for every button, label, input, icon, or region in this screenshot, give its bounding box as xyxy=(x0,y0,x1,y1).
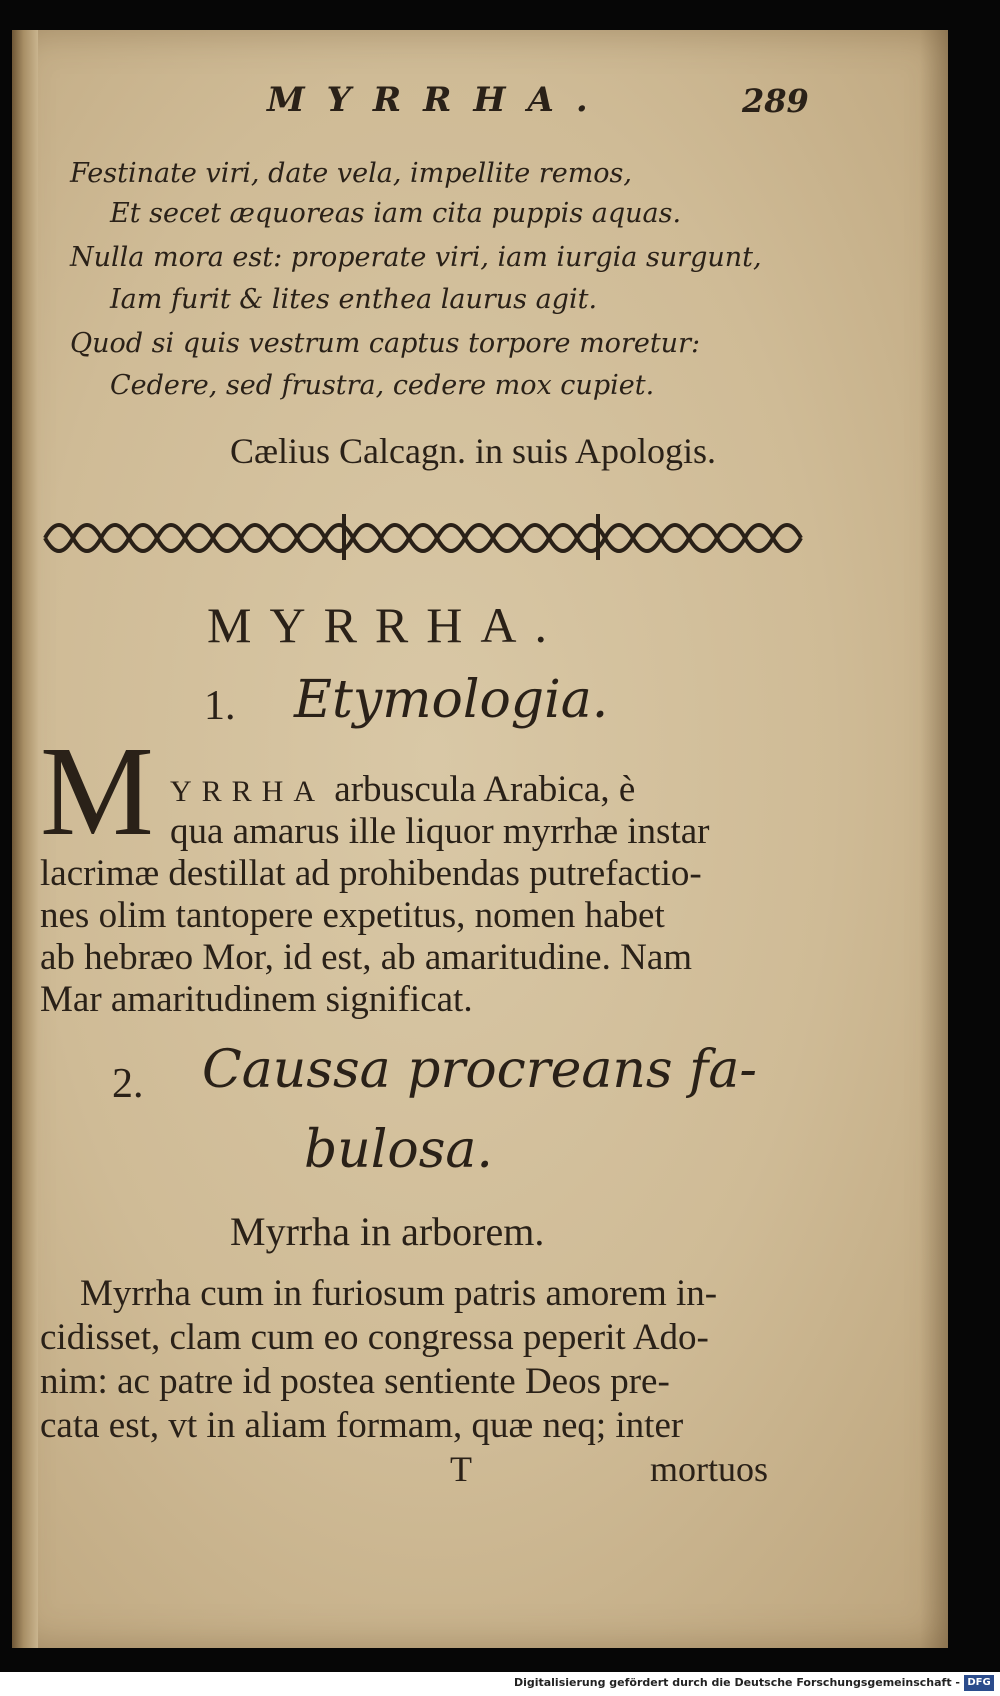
paragraph-line: Myrrha cum in furiosum patris amorem in- xyxy=(80,1273,718,1314)
section-number: 1. xyxy=(204,683,236,729)
catchword: mortuos xyxy=(650,1449,769,1489)
paragraph-line: cata est, vt in aliam formam, quæ neq; inter xyxy=(40,1405,684,1446)
paragraph-line: cidisset, clam cum eo congressa peperit Ado- xyxy=(40,1317,709,1358)
verse-line: Nulla mora est: properate viri, iam iurgia surgunt, xyxy=(70,242,762,273)
verse-line: Cedere, sed frustra, cedere mox cupiet. xyxy=(110,370,655,401)
section-heading: bulosa. xyxy=(304,1120,493,1180)
verse-line: Iam furit & lites enthea laurus agit. xyxy=(110,284,598,315)
verse-line: Et secet æquoreas iam cita puppis aquas. xyxy=(110,198,682,229)
section-number: 2. xyxy=(112,1061,144,1107)
printer-ornament-band xyxy=(40,508,810,566)
paragraph-line xyxy=(170,768,635,811)
section-title: MYRRHA. xyxy=(207,597,565,653)
verse-line: Quod si quis vestrum captus torpore moretur: xyxy=(70,328,701,359)
section-heading: Caussa procreans fa- xyxy=(202,1040,757,1100)
footer-credit: Digitalisierung gefördert durch die Deutsche Forschungsgemeinschaft - xyxy=(513,1676,960,1689)
paragraph-line: qua amarus ille liquor myrrhæ instar xyxy=(170,811,710,852)
first-line-text: arbuscula Arabica, è xyxy=(334,769,636,810)
paragraph-line: nes olim tantopere expetitus, nomen habet xyxy=(40,895,665,936)
verse-line: Festinate viri, date vela, impellite remos, xyxy=(70,158,632,189)
subheading: Myrrha in arborem. xyxy=(230,1209,545,1254)
paragraph-line: nim: ac patre id postea sentiente Deos pre- xyxy=(40,1361,670,1402)
signature-mark: T xyxy=(450,1449,472,1489)
first-word-rest: YRRHA xyxy=(170,775,326,808)
paragraph-line: Mar amaritudinem significat. xyxy=(40,979,473,1020)
running-head: MYRRHA. xyxy=(267,80,610,120)
book-page xyxy=(12,30,948,1648)
paragraph-line: lacrimæ destillat ad prohibendas putrefactio- xyxy=(40,853,702,894)
drop-cap: M xyxy=(40,720,154,862)
digitization-footer xyxy=(0,1672,1000,1696)
page-number: 289 xyxy=(742,82,809,120)
section-heading: Etymologia. xyxy=(294,670,609,730)
attribution: Cælius Calcagn. in suis Apologis. xyxy=(230,431,717,471)
page-text xyxy=(12,30,948,1648)
paragraph-line: ab hebræo Mor, id est, ab amaritudine. Nam xyxy=(40,937,693,978)
dfg-logo: DFG xyxy=(964,1675,994,1691)
